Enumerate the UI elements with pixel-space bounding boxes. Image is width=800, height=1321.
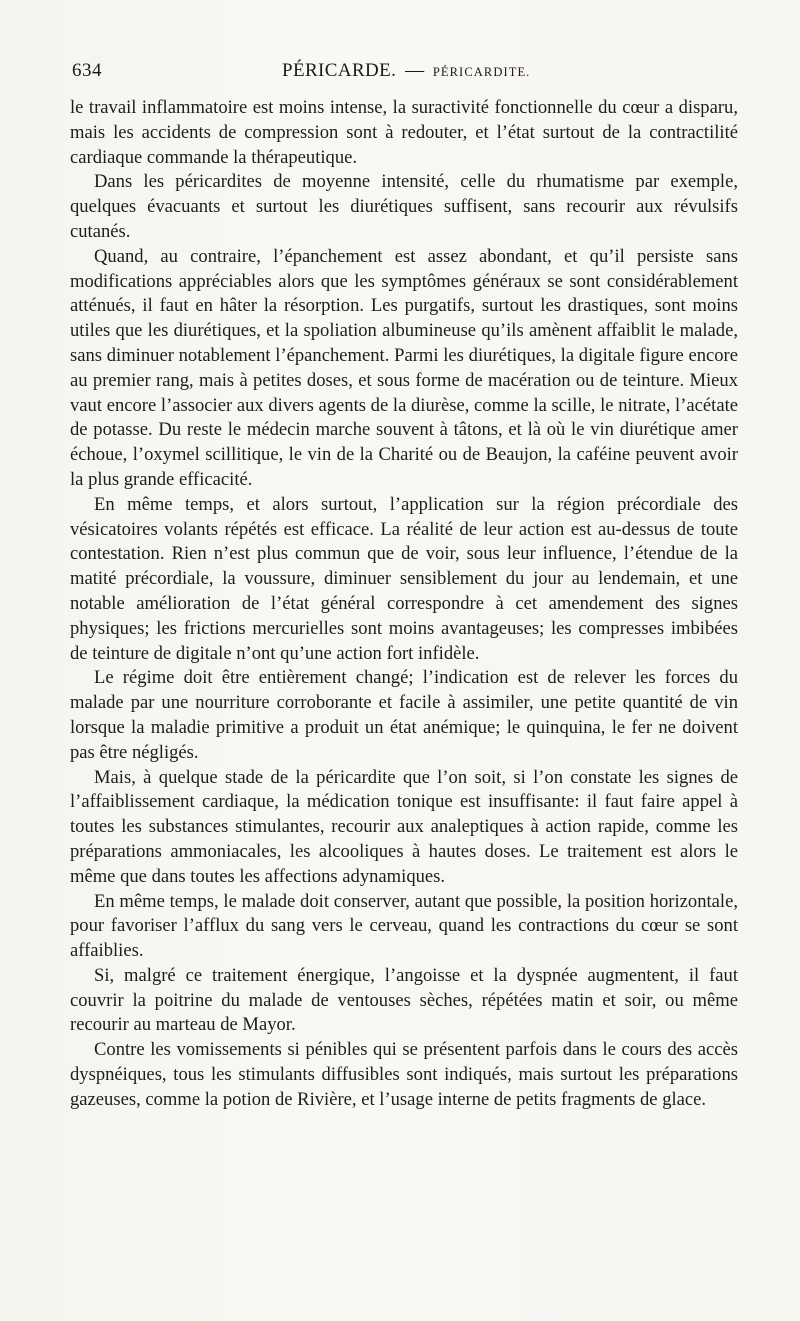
paragraph-regimen: Le régime doit être entièrement changé; l’indication est de relever les forces du malade par une nourriture corroborante et facile à assimiler, une petite quantité de vin lorsque la maladie primitive a produit un état anémique; le quinquina, le fer ne doivent pas être négligés. <box>70 667 738 763</box>
paragraph-vomiting: Contre les vomissements si pénibles qui se présentent parfois dans le cours des accès dyspnéiques, tous les stimulants diffusibles sont indiqués, mais surtout les préparations gazeuses, comme la potion de Rivière, et l’usage interne de petits fragments de glace. <box>70 1039 738 1110</box>
paragraph-abundant-effusion: Quand, au contraire, l’épanchement est assez abondant, et qu’il persiste sans modifications appréciables alors que les symptômes généraux se sont considérablement atténués, il faut en hâter la résorption. Les purgatifs, surtout les drastiques, sont moins utiles que les diurétiques, et la spoliation albumineuse qu’ils amènent affaiblit le malade, sans diminuer notablement l’épanchement. Parmi les diurétiques, la digitale figure encore au premier rang, mais à petites doses, et sous forme de macération ou de teinture. Mieux vaut encore l’associer aux divers agents de la diurèse, comme la scille, le nitrate, l’acétate de potasse. Du reste le médecin marche souvent à tâtons, et là où le vin diurétique amer échoue, l’oxymel scillitique, le vin de la Charité ou de Beaujon, la caféine peuvent avoir la plus grande efficacité. <box>70 245 738 490</box>
running-head-separator: — <box>405 60 425 81</box>
paragraph-vesicatories: En même temps, et alors surtout, l’application sur la région précordiale des vésicatoires volants répétés est efficace. La réalité de leur action est au-dessus de toute contestation. Rien n’est plus commun que de voir, sous leur influence, l’étendue de la matité précordiale, la voussure, diminuer sensiblement du jour au lendemain, et une notable amélioration de l’état général correspondre à cet amendement des signes physiques; les frictions mercurielles sont moins avantageuses; les compresses imbibées de teinture de digitale n’ont qu’une action fort infidèle. <box>70 493 738 664</box>
paragraph-continuation: le travail inflammatoire est moins intense, la suractivité fonctionnelle du cœur a disparu, mais les accidents de compression sont à redouter, et l’état surtout de la contractilité cardiaque commande la thérapeutique. <box>70 97 738 168</box>
page-header <box>72 60 760 88</box>
paragraph-tonic-medication: Mais, à quelque stade de la péricardite que l’on soit, si l’on constate les signes de l’affaiblissement cardiaque, la médication tonique est insuffisante: il faut faire appel à toutes les substances stimulantes, recourir aux analeptiques à action rapide, comme les préparations ammoniacales, les alcooliques à hautes doses. Le traitement est alors le même que dans toutes les affections adynamiques. <box>70 766 738 887</box>
paragraph-horizontal-position: En même temps, le malade doit conserver, autant que possible, la position horizontale, pour favoriser l’afflux du sang vers le cerveau, quand les contractions du cœur se sont affaiblies. <box>70 890 738 962</box>
running-head-section: PÉRICARDE. <box>282 60 397 81</box>
running-head-subsection: PÉRICARDITE. <box>432 65 531 79</box>
page-number: 634 <box>72 60 102 81</box>
paragraph-moderate-pericarditis: Dans les péricardites de moyenne intensité, celle du rhumatisme par exemple, quelques évacuants et surtout les diurétiques suffisent, sans recourir aux révulsifs cutanés. <box>70 171 738 242</box>
body-text <box>70 96 738 1113</box>
paragraph-dry-cupping: Si, malgré ce traitement énergique, l’angoisse et la dyspnée augmentent, il faut couvrir la poitrine du malade de ventouses sèches, répétées matin et soir, ou même recourir au marteau de Mayor. <box>70 964 738 1036</box>
running-head <box>282 60 530 82</box>
